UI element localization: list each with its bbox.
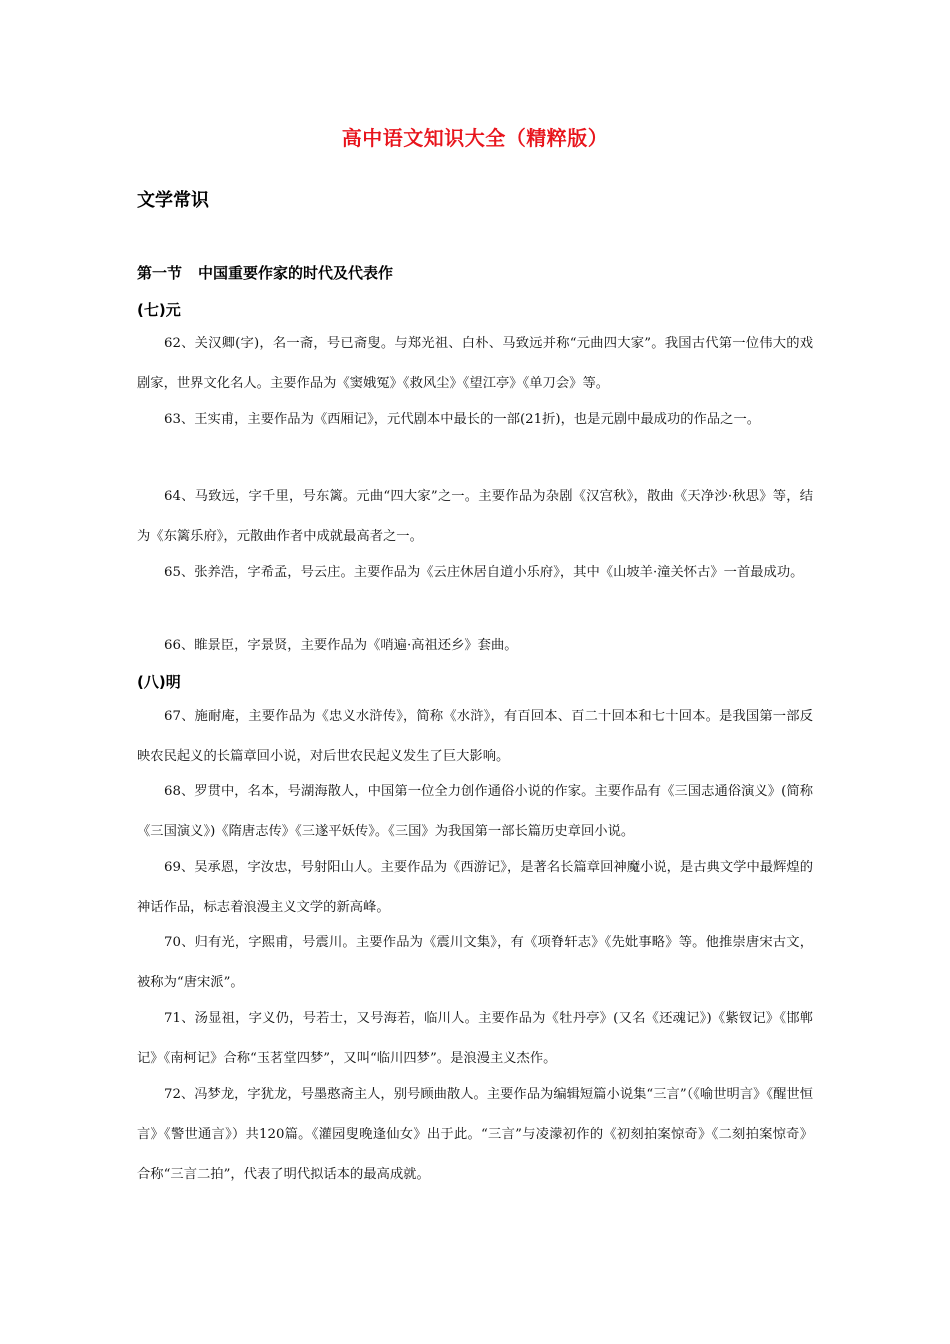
chapter-number: 第一节: [137, 264, 183, 282]
entry-66: 66、睢景臣，字景贤，主要作品为《哨遍·高祖还乡》套曲。: [164, 638, 518, 653]
era-heading-yuan: (七)元: [137, 301, 181, 319]
entry-62: 62、关汉卿(字)，名一斋，号已斋叟。与郑光祖、白朴、马致远并称“元曲四大家”。我国古代第一位伟大的戏剧家，世界文化名人。主要作品为《窦娥冤》《救风尘》《望江亭》《单刀会》等。: [137, 336, 813, 391]
entry-69: 69、吴承恩，字汝忠，号射阳山人。主要作品为《西游记》，是著名长篇章回神魔小说，是古典文学中最辉煌的神话作品，标志着浪漫主义文学的新高峰。: [137, 860, 813, 915]
entry-63: 63、王实甫，主要作品为《西厢记》，元代剧本中最长的一部(21折)，也是元剧中最成功的作品之一。: [164, 412, 761, 427]
chapter-heading: [137, 262, 393, 283]
entry-65: 65、张养浩，字希孟，号云庄。主要作品为《云庄休居自道小乐府》，其中《山坡羊·潼关怀古》一首最成功。: [164, 565, 804, 580]
era-heading-ming: (八)明: [137, 673, 181, 691]
entry-64: 64、马致远，字千里，号东篱。元曲“四大家”之一。主要作品为杂剧《汉宫秋》，散曲《天净沙·秋思》等，结为《东篱乐府》，元散曲作者中成就最高者之一。: [137, 489, 813, 544]
chapter-name: 中国重要作家的时代及代表作: [198, 264, 394, 282]
entry-72: 72、冯梦龙，字犹龙，号墨憨斋主人，别号顾曲散人。主要作品为编辑短篇小说集“三言”（《喻世明言》《醒世恒言》《警世通言》）共120篇。《灌园叟晚逢仙女》出于此。“三言”与凌濛初作的《初刻拍案惊奇》《二刻拍案惊奇》合称“三言二拍”，代表了明代拟话本的最高成就。: [137, 1087, 813, 1182]
section-heading: 文学常识: [137, 190, 209, 211]
entry-68: 68、罗贯中，名本，号湖海散人，中国第一位全力创作通俗小说的作家。主要作品有《三国志通俗演义》(简称《三国演义》)《隋唐志传》《三遂平妖传》。《三国》为我国第一部长篇历史章回小说。: [137, 784, 813, 839]
entry-71: 71、汤显祖，字义仍，号若士，又号海若，临川人。主要作品为《牡丹亭》(又名《还魂记》)《紫钗记》《邯郸记》《南柯记》合称“玉茗堂四梦”，又叫“临川四梦”。是浪漫主义杰作。: [137, 1011, 813, 1066]
document-title: 高中语文知识大全（精粹版）: [341, 126, 609, 150]
entry-70: 70、归有光，字熙甫，号震川。主要作品为《震川文集》，有《项脊轩志》《先妣事略》等。他推崇唐宋古文，被称为“唐宋派”。: [137, 935, 813, 990]
entry-67: 67、施耐庵，主要作品为《忠义水浒传》，简称《水浒》，有百回本、百二十回本和七十回本。是我国第一部反映农民起义的长篇章回小说，对后世农民起义发生了巨大影响。: [137, 709, 813, 764]
